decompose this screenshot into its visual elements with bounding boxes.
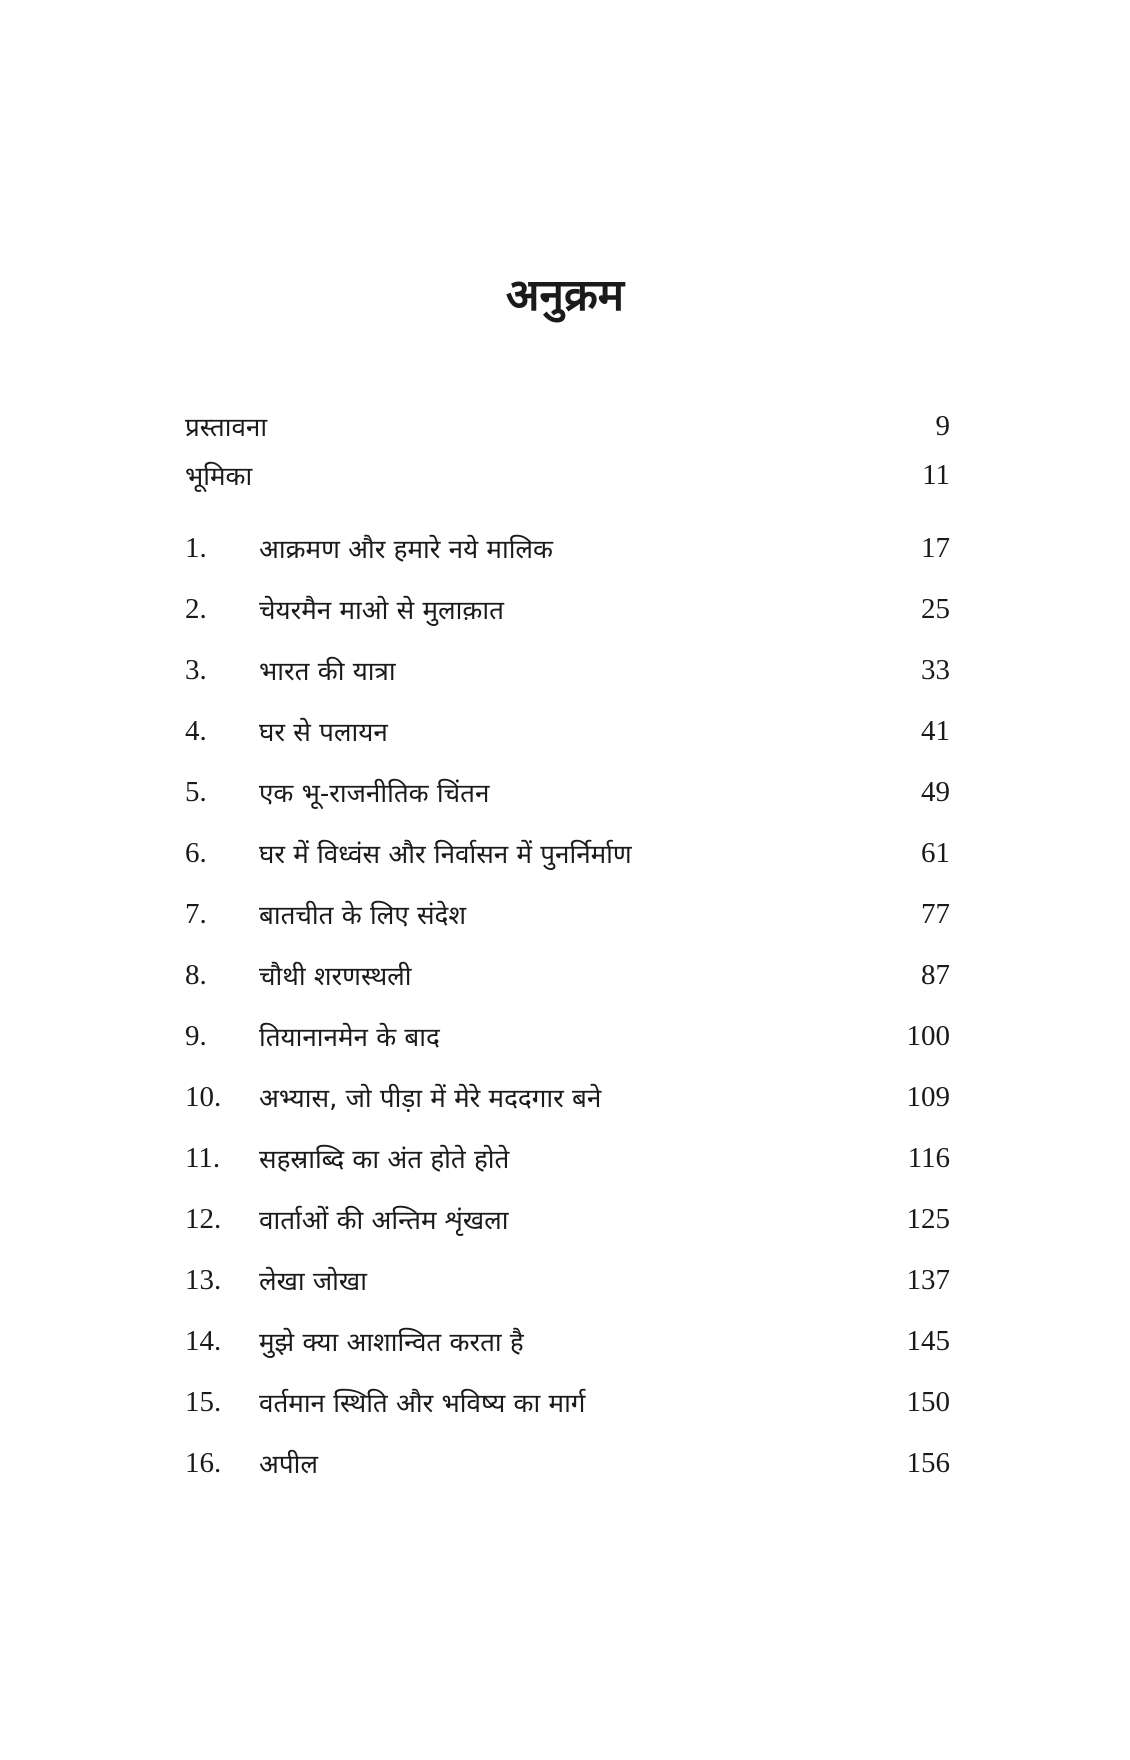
chapter-page: 49: [921, 775, 950, 808]
chapter-title: आक्रमण और हमारे नये मालिक: [259, 535, 554, 565]
chapter-page: 61: [921, 836, 950, 869]
chapter-number: 10.: [185, 1080, 222, 1113]
chapter-number: 5.: [185, 775, 207, 808]
toc-chapter-row: [185, 528, 950, 568]
chapter-number: 8.: [185, 958, 207, 991]
toc-entry-page: 11: [922, 458, 950, 491]
chapter-number: 2.: [185, 592, 207, 625]
toc-chapter-row: [185, 1199, 950, 1239]
chapter-title: लेखा जोखा: [259, 1267, 367, 1297]
chapter-page: 116: [907, 1141, 950, 1174]
chapter-number: 3.: [185, 653, 207, 686]
chapter-number: 15.: [185, 1385, 222, 1418]
chapter-number: 12.: [185, 1202, 222, 1235]
chapter-number: 16.: [185, 1446, 222, 1479]
chapter-title: एक भू-राजनीतिक चिंतन: [259, 779, 490, 809]
toc-chapter-row: [185, 1382, 950, 1422]
toc-entry-preface: [185, 406, 950, 446]
chapter-number: 6.: [185, 836, 207, 869]
toc-chapter-row: [185, 1138, 950, 1178]
chapter-page: 156: [906, 1446, 950, 1479]
chapter-number: 7.: [185, 897, 207, 930]
chapter-page: 109: [906, 1080, 950, 1113]
chapter-title: भारत की यात्रा: [259, 657, 396, 687]
chapter-number: 14.: [185, 1324, 222, 1357]
chapter-number: 1.: [185, 531, 207, 564]
toc-chapter-row: [185, 1443, 950, 1483]
toc-entry-page: 9: [935, 409, 950, 442]
toc-chapter-row: [185, 1321, 950, 1361]
chapter-page: 87: [921, 958, 950, 991]
chapter-number: 11.: [185, 1141, 221, 1174]
page-title: अनुक्रम: [505, 270, 625, 321]
toc-entry-introduction: [185, 455, 950, 495]
chapter-number: 13.: [185, 1263, 222, 1296]
toc-chapter-row: [185, 955, 950, 995]
chapter-page: 137: [906, 1263, 950, 1296]
toc-entry-label: प्रस्तावना: [185, 413, 268, 443]
chapter-page: 100: [906, 1019, 950, 1052]
toc-chapter-row: [185, 650, 950, 690]
chapter-title: अभ्यास, जो पीड़ा में मेरे मददगार बने: [259, 1084, 602, 1114]
toc-chapter-row: [185, 589, 950, 629]
toc-chapter-row: [185, 1016, 950, 1056]
toc-chapter-row: [185, 833, 950, 873]
chapter-page: 41: [921, 714, 950, 747]
chapter-title: अपील: [259, 1450, 318, 1480]
chapter-title: घर में विध्वंस और निर्वासन में पुनर्निर्माण: [259, 840, 632, 870]
toc-chapter-row: [185, 894, 950, 934]
chapter-title: तियानानमेन के बाद: [259, 1023, 440, 1053]
chapter-page: 33: [921, 653, 950, 686]
chapter-title: बातचीत के लिए संदेश: [259, 901, 467, 931]
chapter-page: 150: [906, 1385, 950, 1418]
toc-chapter-row: [185, 1077, 950, 1117]
chapter-number: 4.: [185, 714, 207, 747]
chapter-title: वार्ताओं की अन्तिम शृंखला: [259, 1206, 509, 1236]
chapter-page: 145: [906, 1324, 950, 1357]
chapter-page: 17: [921, 531, 950, 564]
chapter-title: चेयरमैन माओ से मुलाक़ात: [259, 596, 504, 626]
chapter-number: 9.: [185, 1019, 207, 1052]
chapter-title: चौथी शरणस्थली: [259, 962, 412, 992]
toc-chapter-row: [185, 711, 950, 751]
toc-chapter-row: [185, 772, 950, 812]
chapter-title: सहस्राब्दि का अंत होते होते: [259, 1145, 510, 1175]
toc-chapter-row: [185, 1260, 950, 1300]
chapter-page: 125: [906, 1202, 950, 1235]
chapter-title: घर से पलायन: [259, 718, 388, 748]
chapter-title: वर्तमान स्थिति और भविष्य का मार्ग: [259, 1389, 586, 1419]
toc-entry-label: भूमिका: [185, 462, 253, 492]
chapter-page: 77: [921, 897, 950, 930]
chapter-page: 25: [921, 592, 950, 625]
chapter-title: मुझे क्या आशान्वित करता है: [259, 1328, 524, 1358]
